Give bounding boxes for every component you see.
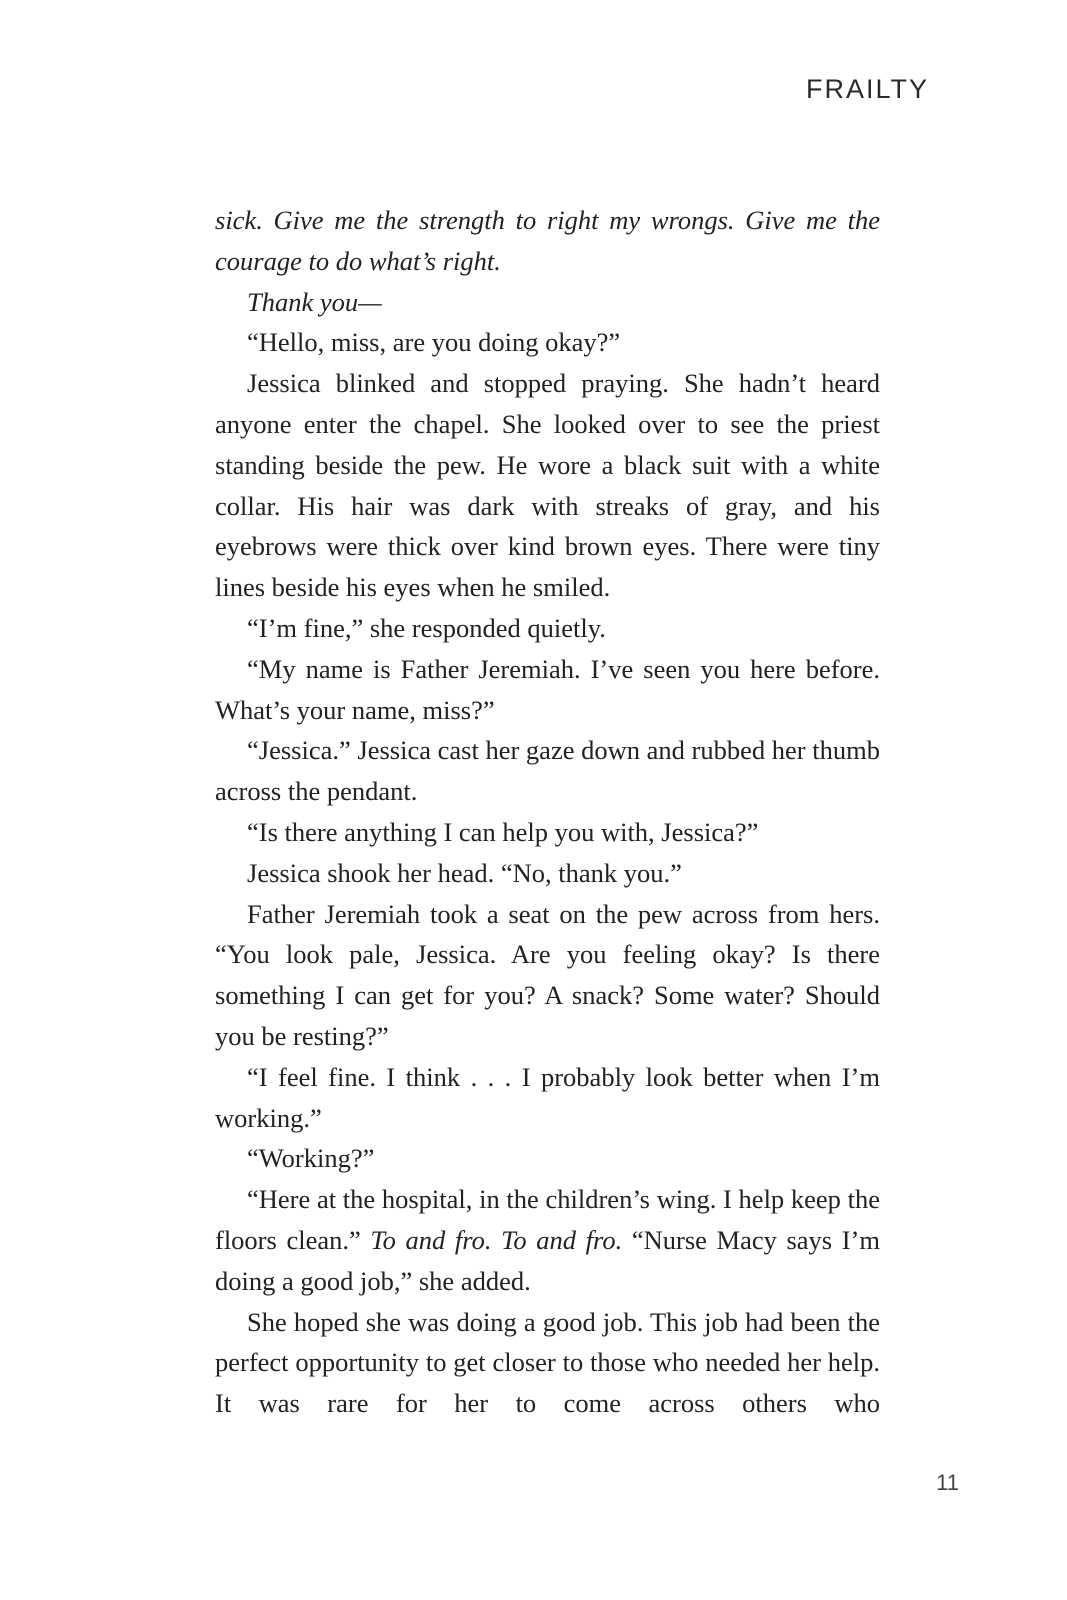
page-number: 11 <box>936 1470 959 1495</box>
body-text <box>215 200 880 1424</box>
paragraph-father-jeremiah: “My name is Father Jeremiah. I’ve seen you here before. What’s your name, miss?” <box>215 653 880 725</box>
paragraph-hospital-job: “Here at the hospital, in the children’s wing. I help keep the floors clean.” To and fro. To and fro. “Nurse Macy says I’m doing a good job,” she added. <box>215 1184 880 1296</box>
paragraph-help-offer: “Is there anything I can help you with, Jessica?” <box>247 816 759 847</box>
paragraph-jessica-name: “Jessica.” Jessica cast her gaze down and rubbed her thumb across the pendant. <box>215 735 880 807</box>
paragraph-priest-greeting: “Hello, miss, are you doing okay?” <box>247 327 621 358</box>
running-head: FRAILTY <box>805 74 929 104</box>
paragraph-feel-fine: “I feel fine. I think . . . I probably look better when I’m working.” <box>215 1061 880 1133</box>
paragraph-good-job: She hoped she was doing a good job. This job had been the perfect opportunity to get closer to those who needed her help. It was rare for her to come across others who <box>215 1306 880 1419</box>
paragraph-no-thank-you: Jessica shook her head. “No, thank you.” <box>247 857 682 888</box>
paragraph-look-pale: Father Jeremiah took a seat on the pew across from hers. “You look pale, Jessica. Are you feeling okay? Is there something I can get for you? A snack? Some water? Should you be resting?” <box>215 898 880 1051</box>
paragraph-prayer-end: sick. Give me the strength to right my wrongs. Give me the courage to do what’s right. <box>215 205 880 276</box>
paragraph-priest-description: Jessica blinked and stopped praying. She hadn’t heard anyone enter the chapel. She looked over to see the priest standing beside the pew. He wore a black suit with a white collar. His hair was dark with streaks of gray, and his eyebrows were thick over kind brown eyes. There were tiny lines beside his eyes when he smiled. <box>215 368 880 603</box>
paragraph-working: “Working?” <box>247 1143 375 1174</box>
paragraph-thank-you: Thank you— <box>247 286 382 317</box>
paragraph-im-fine: “I’m fine,” she responded quietly. <box>247 612 606 643</box>
